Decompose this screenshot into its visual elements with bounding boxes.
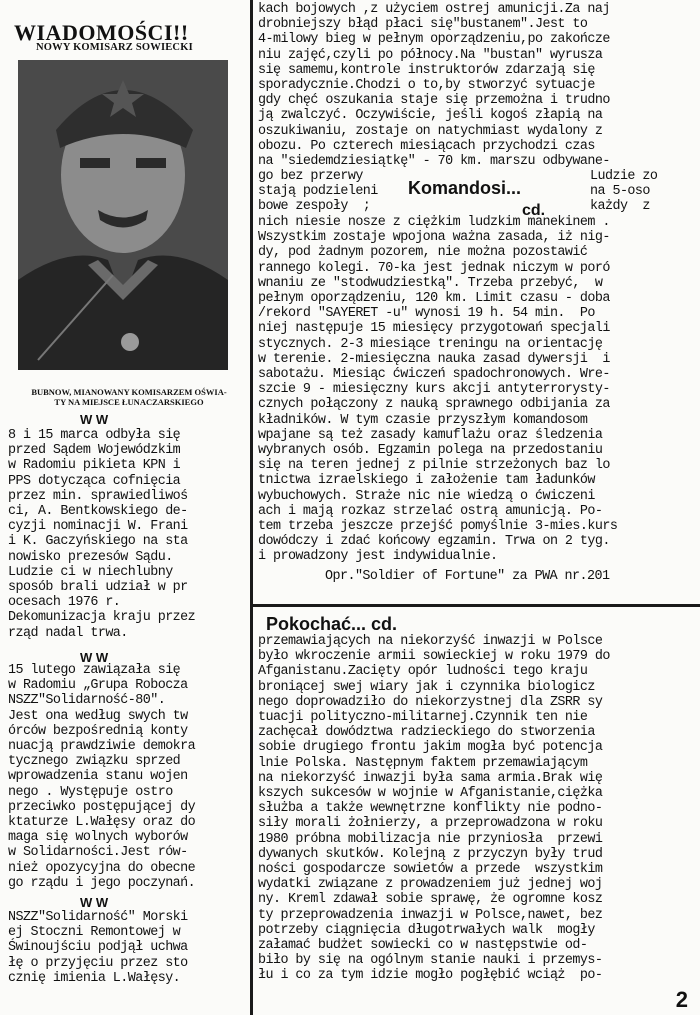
text-line: obozu. Po czterech miesiącach przychodzi czas [258,138,595,154]
text-line: w Radomiu pikieta KPN i [8,458,181,474]
text-line: nich niesie nosze z ciężkim ludzkim manekinem . [258,215,610,230]
text-line: broniącej swej wiary jak i czynnika biologicz [258,679,595,695]
text-line: i prowadzony jest indywidualnie. [258,549,498,565]
text-line: wydatki związane z prowadzeniem już jednej woj [258,877,603,893]
column-divider-vertical [250,0,253,1015]
text-line: służba a także wewnętrzne konflikty nie podno- [258,801,603,817]
text-line: szcie 9 - miesięczny kurs akcji antyterrorysty- [258,382,610,398]
pokochac-text [258,634,610,984]
text-line: przed Sądem Wojewódzkim [8,443,181,459]
masthead-title: WIADOMOŚCI!! [14,20,189,45]
komandosi-wrap-right [590,169,657,215]
text-line: stycznych. 2-3 miesiące treningu na orientację [258,336,603,352]
komandosi-source: Opr."Soldier of Fortune" za PWA nr.201 [325,569,610,584]
text-line: lnie Polska. Następnym faktem przemawiającym [258,755,588,771]
text-line: kach bojowych ,z użyciem ostrej amunicji.Za naj [258,2,610,17]
komandosi-text-bottom [258,215,617,565]
text-line: Dekomunizacja kraju przez [8,610,196,626]
text-line: siły morali żołnierzy, a przeprowadzona w roku [258,816,603,832]
text-line: ty przeprowadzenia inwazji w Polsce,nawet, bez [258,907,603,923]
text-line: Wszystkim zostaje wpojona ważna zasada, iż nig- [258,230,610,246]
text-line: oszukiwaniu, zostaje on natychmiast wydalony z [258,123,603,139]
text-line: cznię imienia L.Wałęsy. [8,970,181,986]
photo-caption [18,387,240,407]
text-line: nego . Występuje ostro [8,784,173,800]
text-line: i K. Gaczyńskiego na sta [8,534,188,550]
text-line: nież opozycyjna do obecne [8,860,196,876]
text-line: cznych połączony z nauką sprawnego odbijania za [258,397,610,413]
komandosi-continued-label: cd. [522,202,546,219]
komandosi-text-top [258,2,610,169]
text-line: nuacją prawdziwie demokra [8,739,196,755]
text-line: dowódczy i zdać końcowy egzamin. Trwa on 2 tyg. [258,534,610,550]
text-line: ny. Kreml zdawał sobie sprawę, że ogromne kosz [258,892,603,908]
text-line: biło by się na ogólnym stanie nauki i przemys- [258,953,603,969]
text-line: łę o przyjęciu przez sto [8,955,188,971]
komandosi-wrap-left [258,169,378,215]
text-line: potrzeby ciągnięcia długotrwałych walk mogły [258,922,595,938]
text-line: 15 lutego zawiązała się [8,663,181,678]
text-line: ej Stoczni Remontowej w [8,925,181,941]
text-line: PPS dotycząca cofnięcia [8,473,181,489]
text-line: dywanych skutków. Kolejną z przyczyn były trud [258,846,603,862]
text-line: 8 i 15 marca odbyła się [8,428,181,443]
text-line: zachęcał dowództwa radzieckiego do stworzenia [258,725,595,741]
text-line: stają podzieleni [258,184,378,200]
text-line: cyzji nominacji W. Frani [8,519,188,535]
text-line: ją zwalczyć. Oczywiście, jeśli kogoś złapią na [258,108,603,124]
text-line: órców bezpośrednią konty [8,723,188,739]
text-line: ach i mają rozkaz strzelać ostrą amunicją. Po- [258,503,603,519]
portrait-illustration [18,60,228,370]
photo-caption-line: BUBNOW, MIANOWANY KOMISARZEM OŚWIA- [31,387,227,397]
text-line: dy, pod żadnym pozorem, nie można pozostawić [258,245,588,261]
text-line: było wkroczenie armii sowieckiej w roku 1979 do [258,649,610,665]
text-line: ocesach 1976 r. [8,595,121,611]
text-line: 4-milowy bieg w pełnym oporządzeniu,po zakończe [258,32,610,48]
text-line: NSZZ"Solidarność" Morski [8,910,188,925]
text-line: na 5-oso [590,184,650,200]
news-item-grupa-robocza [8,663,195,891]
text-line: w terenie. 2-miesięczna nauka zasad dywersji i [258,351,610,367]
text-line: wprowadzenia stanu wojen [8,769,188,785]
text-line: nowisko prezesów Sądu. [8,549,173,565]
text-line: Ludzie zo [590,169,658,184]
text-line: go rządu i jego poczynań. [8,875,196,891]
text-line: Ludzie ci w niechlubny [8,564,173,580]
text-line: 1980 próbna mobilizacja nie przyniosła przewi [258,831,603,847]
komandosi-heading: Komandosi... [408,178,522,198]
text-line: tem trzeba jeszcze przejść pomyślnie 3-mies.kurs [258,519,618,535]
text-line: NSZZ"Solidarność-80". [8,693,166,709]
text-line: Świnoujściu podjął uchwa [8,940,188,956]
text-line: rannego kolegi. 70-ka jest jednak niczym w poró [258,260,610,276]
text-line: /rekord "SAYERET -u" wynosi 19 h. 54 min. Po [258,306,595,322]
pokochac-heading: Pokochać... cd. [266,614,398,634]
text-line: gdy chęć oszukania staje się przemożna i trudno [258,93,610,109]
commissar-portrait-photo [18,60,228,370]
text-line: go bez przerwy [258,169,363,184]
text-line: maga się wolnych wyborów [8,830,188,846]
separator-ww: W W [80,895,109,910]
text-line: sobie drugiego frontu jakim mogła być potencja [258,740,603,756]
text-line: załamać budżet sowiecki co w następstwie od- [258,938,588,954]
text-line: nego doprowadziło do niekorzystnej dla ZSRR sy [258,694,603,710]
text-line: niu zajęć,czyli po północy.Na "bustan" wyrusza [258,47,603,63]
text-line: kszych sukcesów w wojnie w Afganistanie,ciężka [258,786,603,802]
text-line: sporadycznie.Chodzi o to,by stworzyć sytuacje [258,78,595,94]
text-line: tnictwa izraelskiego i założenie tam ładunków [258,473,595,489]
text-line: Afganistanu.Zacięty opór ludności tego kraju [258,664,588,680]
text-line: Jest ona według swych tw [8,708,188,724]
news-item-pikieta [8,428,195,641]
text-line: bowe zespoły ; [258,199,371,215]
photo-caption-line: TY NA MIEJSCE ŁUNACZARSKIEGO [54,397,204,407]
text-line: tuacji polityczno-militarnej.Czynnik ten nie [258,710,588,726]
text-line: każdy z [590,199,650,215]
text-line: wybuchowych. Straże nic nie wiedzą o ćwiczeni [258,488,595,504]
text-line: ności gospodarcze sowietów a przede wszystkim [258,862,603,878]
text-line: sabotażu. Miesiąc ćwiczeń spadochronowych. Wre- [258,367,610,383]
text-line: się samemu,kontrole instruktorów zdarzają się [258,62,595,78]
text-line: w Solidarności.Jest rów- [8,845,188,861]
text-line: pełnym oporządzeniu, 120 km. Limit czasu - doba [258,291,610,307]
text-line: przemawiających na niekorzyść inwazji w Polsce [258,634,603,649]
text-line: się na teren jednej z pilnie strzeżonych baz lo [258,458,610,474]
text-line: wybranych osób. Egzamin polega na przedostaniu [258,443,603,459]
text-line: sposób brali udział w pr [8,580,188,596]
text-line: wpajane są też zasady kamuflażu oraz śledzenia [258,427,603,443]
text-line: kładników. W tym czasie przyszłym komandosom [258,412,588,428]
text-line: niej następuje 15 miesięcy przygotowań specjali [258,321,610,337]
column-divider-horizontal [252,604,700,607]
text-line: tycznego związku sprzed [8,754,181,770]
text-line: łu i co za tym idzie mogło pogłębić wciąż po- [258,968,603,984]
page-number: 2 [675,987,688,1012]
separator-ww: W W [80,650,109,665]
separator-ww: W W [80,412,109,427]
text-line: na "siedemdziesiątkę" - 70 km. marszu odbywane- [258,154,610,170]
text-line: rząd nadal trwa. [8,625,128,641]
news-item-stocznia [8,910,188,986]
text-line: ktaturze L.Wałęsy oraz do [8,815,196,831]
text-line: w Radomiu „Grupa Robocza [8,678,188,694]
text-line: ci, A. Bentkowskiego de- [8,504,188,520]
masthead-subtitle: NOWY KOMISARZ SOWIECKI [36,42,193,53]
text-line: wnaniu ze "stodwudziestką". Trzeba przebyć, w [258,275,603,291]
text-line: na niekorzyść inwazji była sama armia.Brak wię [258,770,603,786]
text-line: drobniejszy błąd płaci się"bustanem".Jest to [258,17,588,33]
text-line: przez min. sprawiedliwoś [8,488,188,504]
text-line: przeciwko postępującej dy [8,799,196,815]
